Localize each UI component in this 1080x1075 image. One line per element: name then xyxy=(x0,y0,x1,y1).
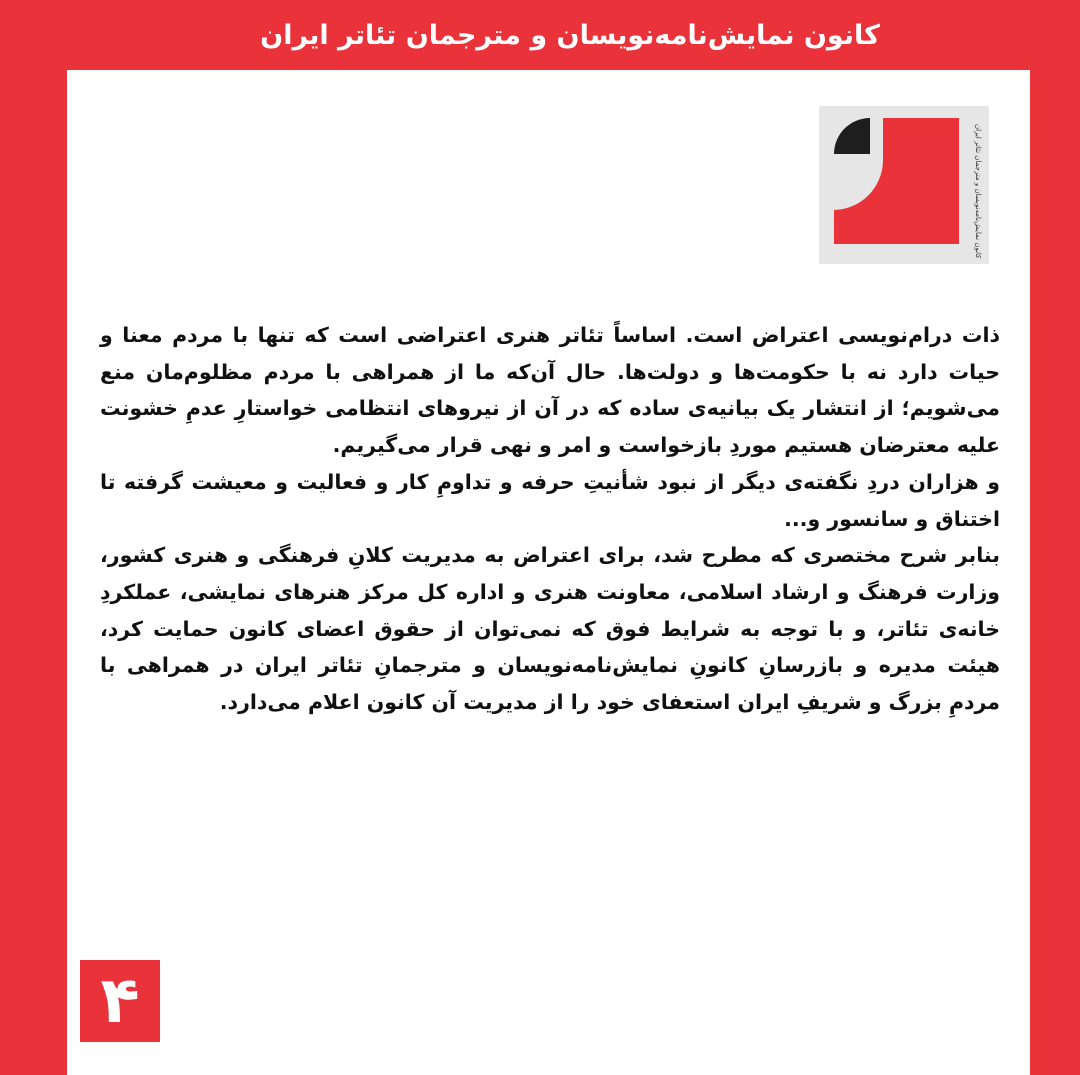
page-number: ۴ xyxy=(100,964,140,1038)
organization-logo xyxy=(819,106,989,264)
paragraph-1: ذات درام‌نویسی اعتراض است. اساساً تئاتر هنری اعتراضی است که تنها با مردم معنا و حیات دارد نه با حکومت‌ها و دولت‌ها. حال آن‌که ما از همراهی با مردم مظلوم‌مان منع می‌شویم؛ از انتشار یک بیانیه‌ی ساده که در آن از نیروهای انتظامی خواستارِ عدمِ خشونت علیه معترضان هستیم موردِ بازخواست و امر و نهی قرار می‌گیریم. xyxy=(100,323,1000,458)
statement-text xyxy=(100,317,1000,721)
page-number-badge xyxy=(80,960,160,1042)
logo-caption: کانون نمایش‌نامه‌نویسان و مترجمان تئاتر ایران xyxy=(974,124,982,259)
logo-mark-icon xyxy=(819,106,989,264)
header-bar xyxy=(0,0,1080,70)
paragraph-2: و هزاران دردِ نگفته‌ی دیگر از نبود شأنیتِ حرفه و تداومِ کار و فعالیت و معیشت گرفته تا اختناق و سانسور و... xyxy=(100,469,1000,531)
header-title: کانون نمایش‌نامه‌نویسان و مترجمان تئاتر ایران xyxy=(260,19,880,51)
paragraph-3: بنابر شرح مختصری که مطرح شد، برای اعتراض به مدیریت کلانِ فرهنگی و هنری کشور، وزارت فرهنگ و ارشاد اسلامی، معاونت هنری و اداره کل مرکز هنرهای نمایشی، عملکردِ خانه‌ی تئاتر، و با توجه به شرایط فوق که نمی‌توان از حقوق اعضای کانون حمایت کرد، هیئت مدیره و بازرسانِ کانونِ نمایش‌نامه‌نویسان و مترجمانِ تئاتر ایران در همراهی با مردمِ بزرگ و شریفِ ایران استعفای خود را از مدیریت آن کانون اعلام می‌دارد. xyxy=(100,543,1000,715)
statement-card xyxy=(67,70,1030,1075)
